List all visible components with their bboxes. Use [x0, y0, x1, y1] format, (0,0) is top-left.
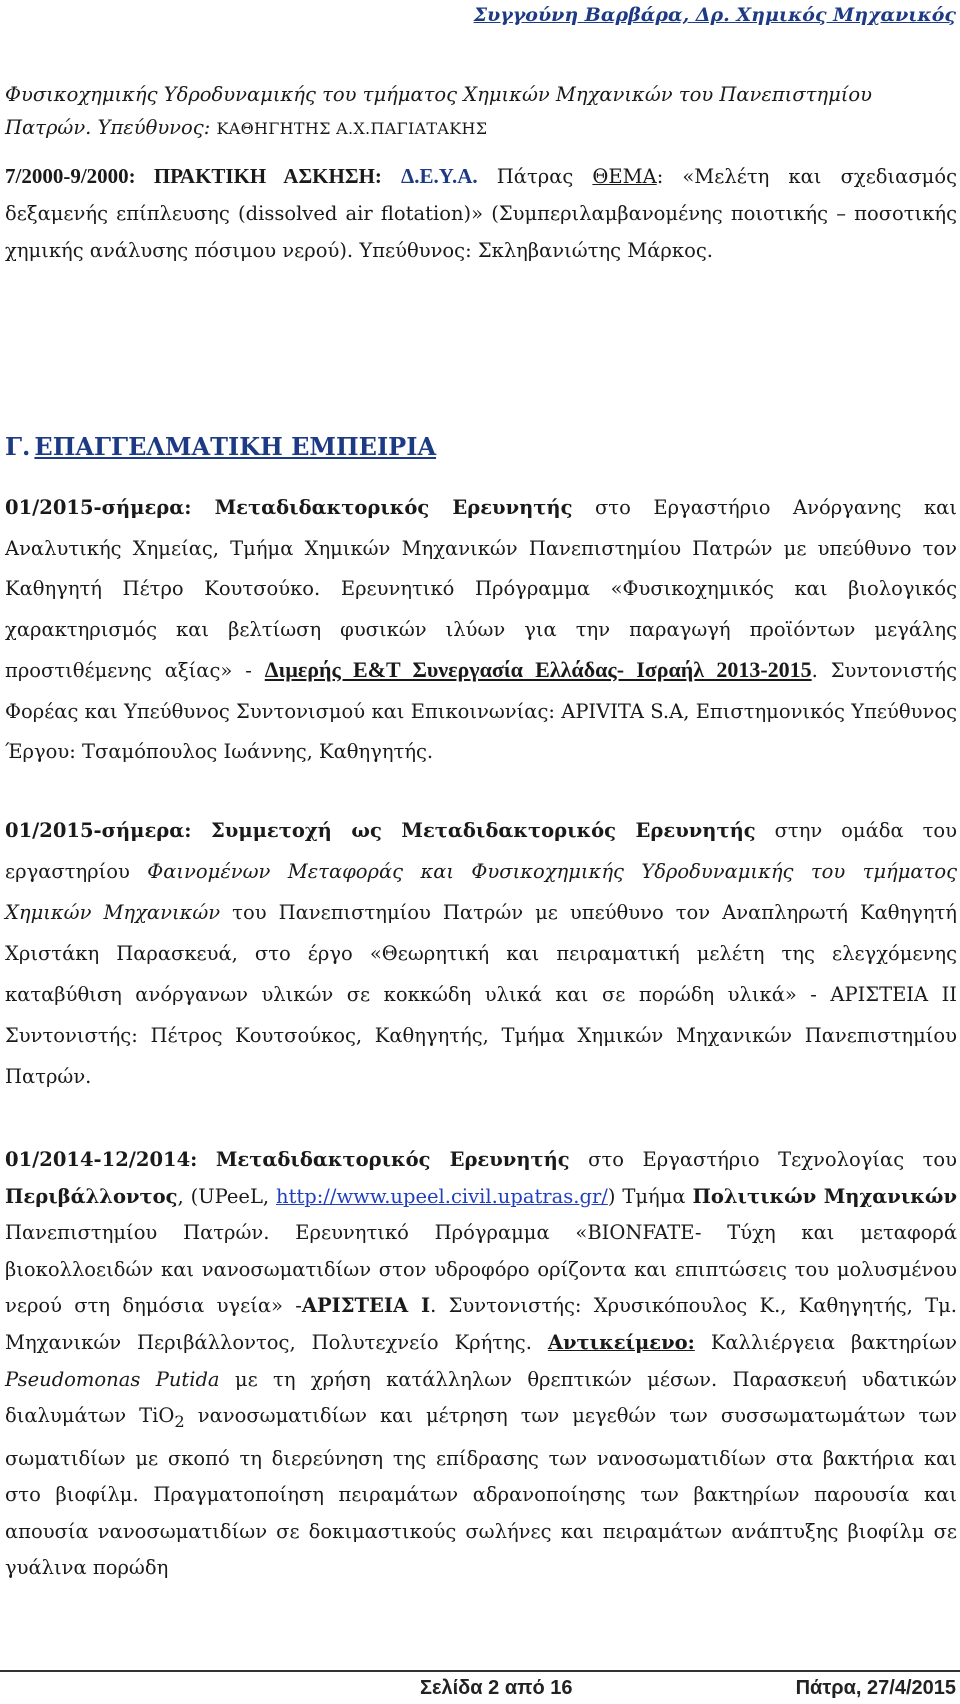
footer-page-number: Σελίδα 2 από 16 [420, 1677, 573, 1699]
entry1-text-b: . Συντονιστής Φορέας και Υπεύθυνος Συντονισμού και Επικοινωνίας: APIVITA S.A, Επιστημονικός Υπεύθυνος Έργου: Τσαμόπουλος Ιωάννης, Καθηγητής. [5, 659, 957, 763]
entry1-text-a: στο Εργαστήριο Ανόργανης και Αναλυτικής Χημείας, Τμήμα Χημικών Μηχανικών Πανεπιστημίου Πατρών με υπεύθυνο τον Καθηγητή Πέτρο Κουτσούκο. Ερευνητικό Πρόγραμμα «Φυσικοχημικός και βιολογικός χαρακτηρισμός και βελτίωση φυσικών ιλύων για την παραγωγή προϊόντων μεγάλης προστιθέμενης αξίας» - [5, 496, 957, 682]
entry3-text-b: , (UPeeL, [177, 1184, 277, 1208]
entry3-aristeia: ΑΡΙΣΤΕΙΑ Ι [301, 1294, 431, 1318]
intro-line1: Φυσικοχημικής Υδροδυναμικής του τμήματος Χημικών Μηχανικών του Πανεπιστημίου [5, 83, 873, 106]
practice-dates: 7/2000-9/2000: ΠΡΑΚΤΙΚΗ ΑΣΚΗΣΗ: [5, 164, 382, 188]
entry1-lead: 01/2015-σήμερα: Μεταδιδακτορικός Ερευνητής [5, 496, 573, 519]
entry2-text-b: του Πανεπιστημίου Πατρών με υπεύθυνο τον Αναπληρωτή Καθηγητή Χριστάκη Παρασκευά, στο έργο «Θεωρητική και πειραματική μελέτη της ελεγχόμενης καταβύθιση ανόργανων υλικών σε κοκκώδη υλικά και σε πορώδη υλικά» - ΑΡΙΣΤΕΙΑ ΙΙ Συντονιστής: Πέτρος Κουτσούκος, Καθηγητής, Τμήμα Χημικών Μηχανικών Πανεπιστημίου Πατρών. [5, 901, 957, 1088]
entry2-lab: Φαινομένων Μεταφοράς και Φυσικοχημικής Υδροδυναμικής του τμήματος Χημικών Μηχανικών [5, 860, 958, 924]
section-title: ΕΠΑΓΓΕΛΜΑΤΙΚΗ ΕΜΠΕΙΡΙΑ [34, 432, 437, 461]
entry3-lead-dates: 01/2014-12/2014: [5, 1148, 198, 1171]
entry3-text-d: Πανεπιστημίου Πατρών. Ερευνητικό Πρόγραμμα «BIONFATE- Τύχη και μεταφορά βιοκολλοειδών και νανοσωματιδίων στον υδροφόρο ορίζοντα και επιπτώσεις του μολυσμένου νερού στη δημόσια υγεία» - [5, 1221, 957, 1318]
intro-paragraph [5, 78, 957, 145]
entry2-lead: 01/2015-σήμερα: Συμμετοχή ως Μεταδιδακτορικός Ερευνητής [5, 819, 756, 842]
practice-theme-label: ΘΕΜΑ [592, 165, 657, 188]
footer-date: Πάτρα, 27/4/2015 [795, 1677, 956, 1699]
practice-paragraph [5, 158, 957, 269]
entry-participation-2015 [5, 810, 957, 1097]
intro-line2-a: Πατρών. Υπεύθυνος: [5, 116, 217, 139]
entry3-text-c: ) Τμήμα [607, 1184, 693, 1208]
entry-postdoc-2015 [5, 488, 957, 773]
entry3-dept: Πολιτικών Μηχανικών [692, 1184, 957, 1208]
entry3-text-e: . Συντονιστής: Χρυσικόπουλος Κ., Καθηγητής, Τμ. Μηχανικών Περιβάλλοντος, Πολυτεχνείο Κρήτης. [5, 1294, 957, 1354]
section-letter: Γ. [5, 432, 31, 461]
entry3-text-f: Καλλιέργεια βακτηρίων [694, 1330, 957, 1354]
entry3-lead-role: Μεταδιδακτορικός Ερευνητής [215, 1148, 570, 1171]
entry3-text-h: νανοσωματιδίων και μέτρηση των μεγεθών των συσσωματωμάτων των σωματιδίων με σκοπό τη διερεύνηση της επίδρασης των νανοσωματιδίων στα βακτήρια και στο βιοφίλμ. Πραγματοποίηση πειραμάτων αδρανοποίησης των βακτηρίων παρουσία και απουσία νανοσωματιδίων σε δοκιμαστικούς σωλήνες και πειραμάτων ανάπτυξης βιοφίλμ σε γυάλινα πορώδη [5, 1404, 957, 1580]
practice-body: : «Μελέτη και σχεδιασμός δεξαμενής επίπλευσης (dissolved air flotation)» (Συμπεριλαμβανομένης ποιοτικής – ποσοτικής χημικής ανάλυσης πόσιμου νερού). Υπεύθυνος: Σκληβανιώτης Μάρκος. [5, 165, 957, 262]
upeel-link[interactable]: http://www.upeel.civil.upatras.gr/ [276, 1184, 608, 1208]
practice-place: Πάτρας [477, 165, 593, 188]
footer-rule [0, 1670, 960, 1672]
entry3-env: Περιβάλλοντος [5, 1184, 178, 1208]
intro-supervisor: ΚΑΘΗΓΗΤΗΣ Α.Χ.ΠΑΓΙΑΤΑΚΗΣ [216, 119, 488, 138]
entry3-text-a: στο Εργαστήριο Τεχνολογίας του [569, 1148, 957, 1171]
entry-postdoc-2014 [5, 1142, 957, 1587]
entry2-text-a: στην ομάδα του εργαστηρίου [5, 819, 957, 883]
entry3-subscript: 2 [174, 1412, 185, 1432]
entry3-species: Pseudomonas Putida [5, 1367, 220, 1391]
entry3-text-g: με τη χρήση κατάλληλων θρεπτικών μέσων. Παρασκευή υδατικών διαλυμάτων TiO [5, 1367, 957, 1428]
practice-org: Δ.Ε.Υ.Α. [401, 164, 478, 188]
section-heading [5, 432, 436, 461]
header-author: Συγγούνη Βαρβάρα, Δρ. Χημικός Μηχανικός [473, 4, 956, 26]
entry3-subject-label: Αντικείμενο: [547, 1330, 695, 1354]
entry1-program: Διμερής Ε&Τ Συνεργασία Ελλάδας- Ισραήλ 2013-2015 [264, 657, 812, 682]
